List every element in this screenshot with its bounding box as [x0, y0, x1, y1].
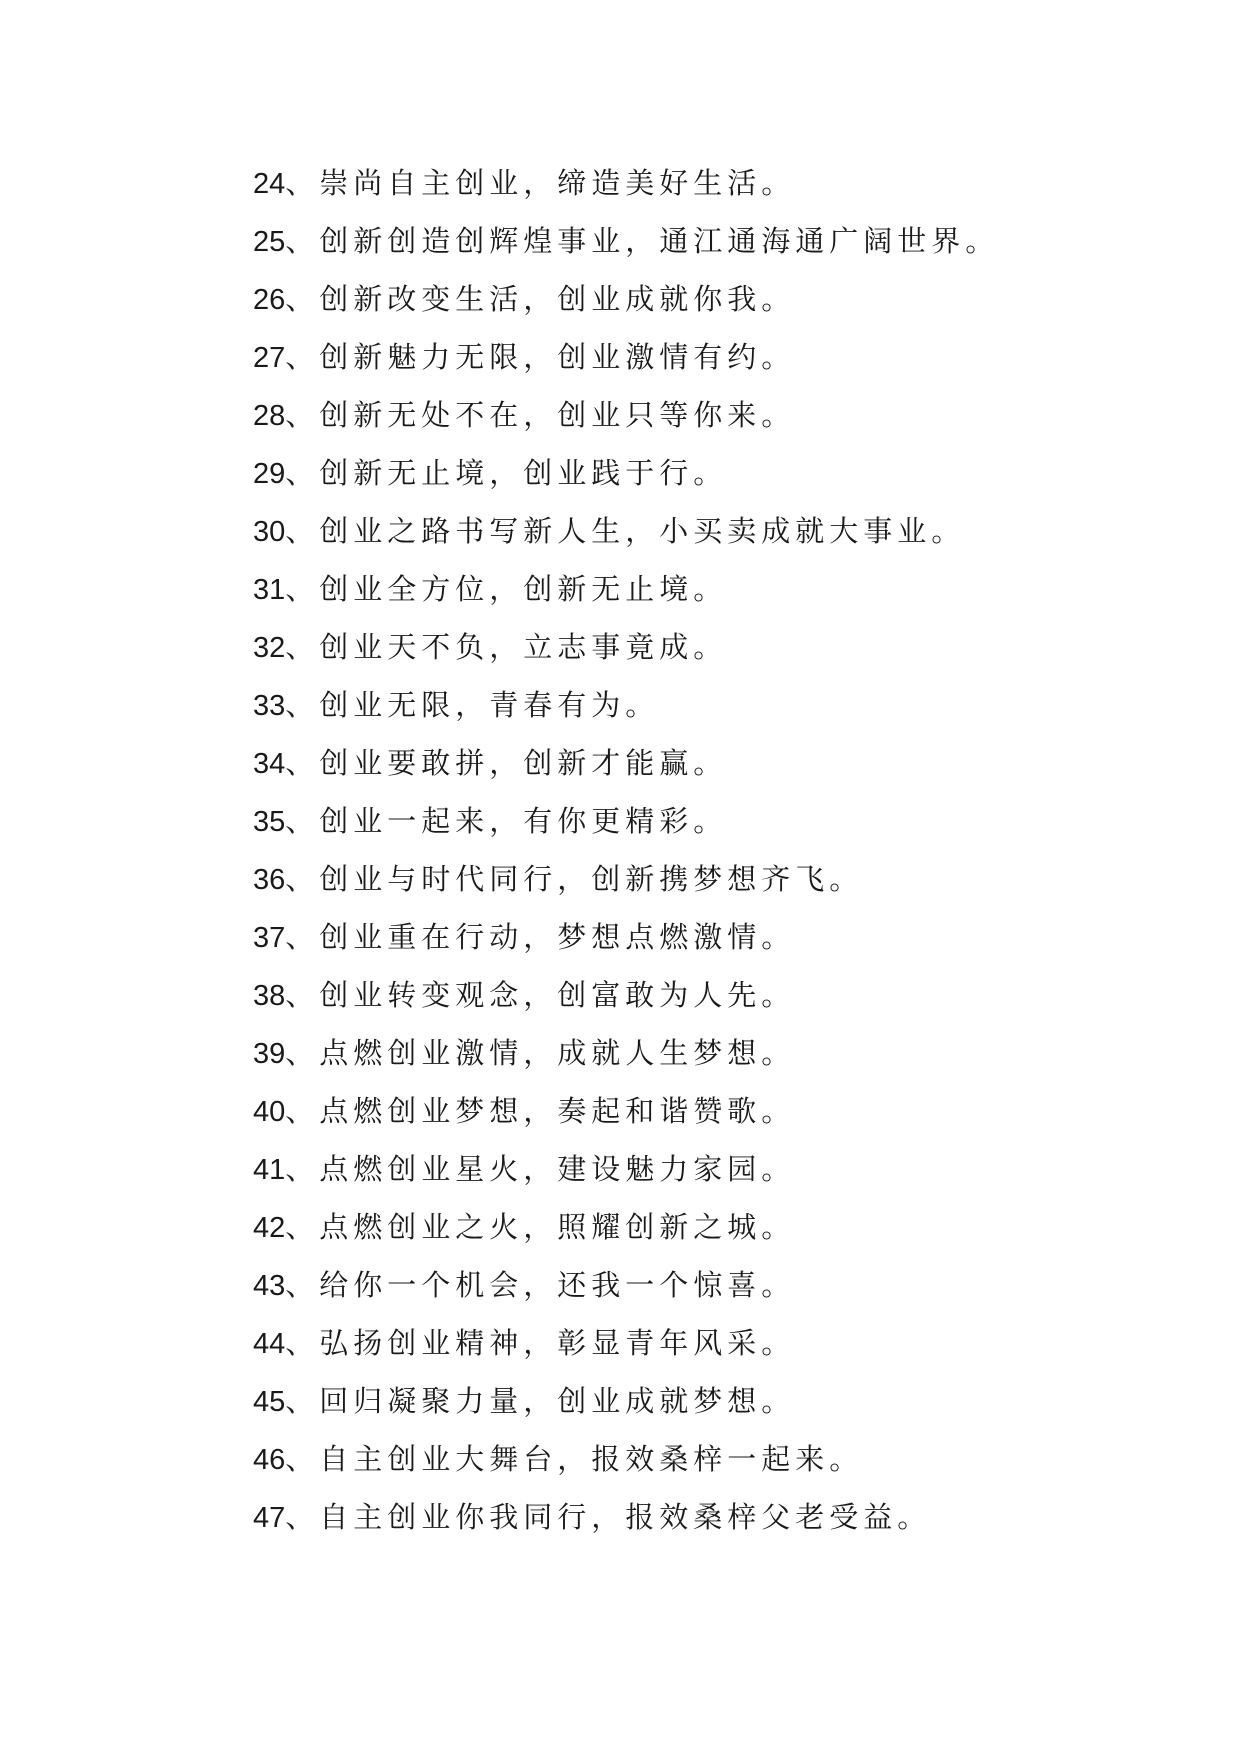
item-text: 创业一起来，有你更精彩。 — [319, 804, 728, 838]
item-separator: 、 — [285, 1210, 320, 1244]
item-text: 弘扬创业精神，彰显青年风采。 — [319, 1326, 796, 1360]
item-separator: 、 — [285, 1094, 320, 1128]
item-number: 37 — [253, 922, 286, 954]
list-item — [253, 966, 1193, 1024]
item-separator: 、 — [285, 1268, 320, 1302]
item-separator: 、 — [285, 1384, 320, 1418]
item-text: 点燃创业之火，照耀创新之城。 — [319, 1210, 796, 1244]
item-text: 给你一个机会，还我一个惊喜。 — [319, 1268, 796, 1302]
item-separator: 、 — [285, 166, 320, 200]
item-number: 44 — [253, 1328, 286, 1360]
item-number: 43 — [253, 1270, 286, 1302]
item-number: 46 — [253, 1444, 286, 1476]
list-item — [253, 1314, 1193, 1372]
item-text: 创业全方位，创新无止境。 — [319, 572, 728, 606]
item-text: 创业无限，青春有为。 — [319, 688, 660, 722]
item-separator: 、 — [285, 920, 320, 954]
item-number: 29 — [253, 458, 286, 490]
item-separator: 、 — [285, 630, 320, 664]
item-number: 45 — [253, 1386, 286, 1418]
item-text: 点燃创业激情，成就人生梦想。 — [319, 1036, 796, 1070]
list-item — [253, 734, 1193, 792]
list-item — [253, 1430, 1193, 1488]
list-item — [253, 386, 1193, 444]
list-item — [253, 1372, 1193, 1430]
slogan-list — [253, 154, 1193, 1546]
item-number: 30 — [253, 516, 286, 548]
list-item — [253, 1256, 1193, 1314]
item-separator: 、 — [285, 398, 320, 432]
item-number: 39 — [253, 1038, 286, 1070]
item-text: 创业转变观念，创富敢为人先。 — [319, 978, 796, 1012]
item-number: 38 — [253, 980, 286, 1012]
item-separator: 、 — [285, 862, 320, 896]
item-number: 25 — [253, 226, 286, 258]
item-number: 40 — [253, 1096, 286, 1128]
item-text: 创业与时代同行，创新携梦想齐飞。 — [319, 862, 864, 896]
item-separator: 、 — [285, 1442, 320, 1476]
item-separator: 、 — [285, 746, 320, 780]
item-separator: 、 — [285, 804, 320, 838]
item-text: 创新无处不在，创业只等你来。 — [319, 398, 796, 432]
item-separator: 、 — [285, 514, 320, 548]
item-text: 回归凝聚力量，创业成就梦想。 — [319, 1384, 796, 1418]
item-text: 创新改变生活，创业成就你我。 — [319, 282, 796, 316]
item-separator: 、 — [285, 224, 320, 258]
item-separator: 、 — [285, 572, 320, 606]
list-item — [253, 154, 1193, 212]
list-item — [253, 1488, 1193, 1546]
item-number: 28 — [253, 400, 286, 432]
item-separator: 、 — [285, 1326, 320, 1360]
list-item — [253, 792, 1193, 850]
item-separator: 、 — [285, 340, 320, 374]
item-number: 47 — [253, 1502, 286, 1534]
item-separator: 、 — [285, 1500, 320, 1534]
item-number: 41 — [253, 1154, 286, 1186]
list-item — [253, 618, 1193, 676]
item-separator: 、 — [285, 282, 320, 316]
item-text: 创新魅力无限，创业激情有约。 — [319, 340, 796, 374]
list-item — [253, 1024, 1193, 1082]
item-number: 26 — [253, 284, 286, 316]
list-item — [253, 444, 1193, 502]
item-separator: 、 — [285, 1152, 320, 1186]
item-number: 34 — [253, 748, 286, 780]
list-item — [253, 850, 1193, 908]
list-item — [253, 502, 1193, 560]
item-text: 创业要敢拼，创新才能赢。 — [319, 746, 728, 780]
item-text: 自主创业你我同行，报效桑梓父老受益。 — [319, 1500, 932, 1534]
item-text: 创业重在行动，梦想点燃激情。 — [319, 920, 796, 954]
list-item — [253, 676, 1193, 734]
item-number: 32 — [253, 632, 286, 664]
list-item — [253, 328, 1193, 386]
item-text: 自主创业大舞台，报效桑梓一起来。 — [319, 1442, 864, 1476]
list-item — [253, 212, 1193, 270]
item-number: 33 — [253, 690, 286, 722]
item-separator: 、 — [285, 456, 320, 490]
item-text: 创业之路书写新人生，小买卖成就大事业。 — [319, 514, 966, 548]
item-text: 点燃创业梦想，奏起和谐赞歌。 — [319, 1094, 796, 1128]
item-text: 点燃创业星火，建设魅力家园。 — [319, 1152, 796, 1186]
list-item — [253, 1140, 1193, 1198]
item-number: 27 — [253, 342, 286, 374]
list-item — [253, 270, 1193, 328]
list-item — [253, 560, 1193, 618]
item-number: 35 — [253, 806, 286, 838]
item-text: 崇尚自主创业，缔造美好生活。 — [319, 166, 796, 200]
item-separator: 、 — [285, 688, 320, 722]
item-text: 创新无止境，创业践于行。 — [319, 456, 728, 490]
item-separator: 、 — [285, 978, 320, 1012]
list-item — [253, 1082, 1193, 1140]
item-number: 24 — [253, 168, 286, 200]
item-separator: 、 — [285, 1036, 320, 1070]
item-number: 31 — [253, 574, 286, 606]
item-number: 36 — [253, 864, 286, 896]
list-item — [253, 1198, 1193, 1256]
item-text: 创业天不负，立志事竟成。 — [319, 630, 728, 664]
item-number: 42 — [253, 1212, 286, 1244]
list-item — [253, 908, 1193, 966]
item-text: 创新创造创辉煌事业，通江通海通广阔世界。 — [319, 224, 1000, 258]
